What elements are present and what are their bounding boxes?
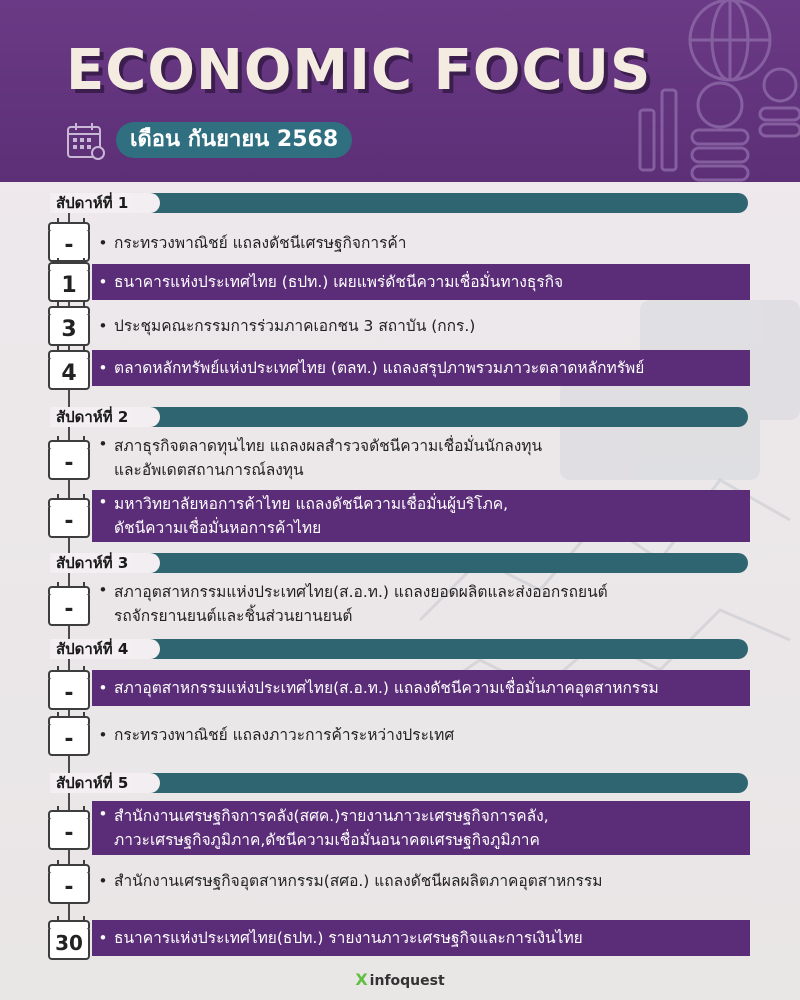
day-calendar: -: [48, 676, 90, 710]
event-text: สำนักงานเศรษฐกิจอุตสาหกรรม(สศอ.) แถลงดัชนีผลผลิตภาคอุตสาหกรรม: [114, 872, 603, 890]
week-label: สัปดาห์ที่ 2: [54, 407, 134, 427]
day-calendar: 30: [48, 926, 90, 960]
week-label: สัปดาห์ที่ 4: [54, 639, 134, 659]
calendar-icon: [66, 121, 106, 161]
event-text: ธนาคารแห่งประเทศไทย (ธปท.) เผยแพร่ดัชนีความเชื่อมั่นทางธุรกิจ: [114, 273, 564, 291]
event-row: • สภาอุตสาหกรรมแห่งประเทศไทย(ส.อ.ท.) แถลงดัชนีความเชื่อมั่นภาคอุตสาหกรรม: [92, 670, 750, 706]
page-title: ECONOMIC FOCUS: [66, 38, 652, 103]
header-banner: [0, 0, 800, 182]
day-calendar: 1: [48, 268, 90, 302]
day-calendar: -: [48, 816, 90, 850]
day-calendar: -: [48, 228, 90, 262]
event-text-line2: ภาวะเศรษฐกิจภูมิภาค,ดัชนีความเชื่อมั่นอนาคตเศรษฐกิจภูมิภาค: [114, 831, 540, 849]
brand-name: infoquest: [369, 973, 445, 989]
event-text: สภาธุรกิจตลาดทุนไทย แถลงผลสำรวจดัชนีความเชื่อมั่นนักลงทุน: [114, 437, 543, 455]
event-row: • ประชุมคณะกรรมการร่วมภาคเอกชน 3 สถาบัน (กกร.): [92, 310, 750, 342]
event-row: • กระทรวงพาณิชย์ แถลงภาวะการค้าระหว่างประเทศ: [92, 720, 750, 750]
event-text-line2: รถจักรยานยนต์และชิ้นส่วนยานยนต์: [114, 607, 353, 625]
event-text: ตลาดหลักทรัพย์แห่งประเทศไทย (ตลท.) แถลงสรุปภาพรวมภาวะตลาดหลักทรัพย์: [114, 359, 645, 377]
week-header-5: [50, 773, 748, 793]
event-row: • สภาธุรกิจตลาดทุนไทย แถลงผลสำรวจดัชนีความเชื่อมั่นนักลงทุน และอัพเดตสถานการณ์ลงทุน: [92, 433, 750, 483]
event-text: สภาอุตสาหกรรมแห่งประเทศไทย(ส.อ.ท.) แถลงดัชนีความเชื่อมั่นภาคอุตสาหกรรม: [114, 679, 659, 697]
day-calendar: 4: [48, 356, 90, 390]
event-text: กระทรวงพาณิชย์ แถลงภาวะการค้าระหว่างประเทศ: [114, 726, 455, 744]
week-label: สัปดาห์ที่ 1: [54, 193, 134, 213]
event-row: • กระทรวงพาณิชย์ แถลงดัชนีเศรษฐกิจการค้า: [92, 228, 750, 258]
footer-brand: [0, 970, 800, 989]
day-calendar: 3: [48, 312, 90, 346]
day-calendar: -: [48, 446, 90, 480]
event-row: • ธนาคารแห่งประเทศไทย (ธปท.) เผยแพร่ดัชนีความเชื่อมั่นทางธุรกิจ: [92, 264, 750, 300]
event-text: ประชุมคณะกรรมการร่วมภาคเอกชน 3 สถาบัน (กกร.): [114, 317, 476, 335]
event-row: • สำนักงานเศรษฐกิจการคลัง(สศค.)รายงานภาวะเศรษฐกิจการคลัง, ภาวะเศรษฐกิจภูมิภาค,ดัชนีความเชื่อมั่นอนาคตเศรษฐกิจภูมิภาค: [92, 801, 750, 855]
event-text-line2: และอัพเดตสถานการณ์ลงทุน: [114, 461, 304, 479]
event-text: มหาวิทยาลัยหอการค้าไทย แถลงดัชนีความเชื่อมั่นผู้บริโภค,: [114, 495, 509, 513]
day-calendar: -: [48, 870, 90, 904]
event-text: สำนักงานเศรษฐกิจการคลัง(สศค.)รายงานภาวะเศรษฐกิจการคลัง,: [114, 807, 549, 825]
month-badge: เดือน กันยายน 2568: [116, 122, 352, 158]
event-row: • ธนาคารแห่งประเทศไทย(ธปท.) รายงานภาวะเศรษฐกิจและการเงินไทย: [92, 920, 750, 956]
event-row: • สำนักงานเศรษฐกิจอุตสาหกรรม(สศอ.) แถลงดัชนีผลผลิตภาคอุตสาหกรรม: [92, 866, 750, 896]
week-header-4: [50, 639, 748, 659]
event-text: กระทรวงพาณิชย์ แถลงดัชนีเศรษฐกิจการค้า: [114, 234, 407, 252]
event-text: ธนาคารแห่งประเทศไทย(ธปท.) รายงานภาวะเศรษฐกิจและการเงินไทย: [114, 929, 583, 947]
week-label: สัปดาห์ที่ 3: [54, 553, 134, 573]
event-row: • สภาอุตสาหกรรมแห่งประเทศไทย(ส.อ.ท.) แถลงยอดผลิตและส่งออกรถยนต์ รถจักรยานยนต์และชิ้นส่วนยานยนต์: [92, 579, 750, 629]
event-text: สภาอุตสาหกรรมแห่งประเทศไทย(ส.อ.ท.) แถลงยอดผลิตและส่งออกรถยนต์: [114, 583, 608, 601]
infoquest-logo-icon: X: [355, 970, 368, 989]
day-calendar: -: [48, 504, 90, 538]
week-label: สัปดาห์ที่ 5: [54, 773, 134, 793]
week-header-2: [50, 407, 748, 427]
event-row: • ตลาดหลักทรัพย์แห่งประเทศไทย (ตลท.) แถลงสรุปภาพรวมภาวะตลาดหลักทรัพย์: [92, 350, 750, 386]
event-text-line2: ดัชนีความเชื่อมั่นหอการค้าไทย: [114, 519, 322, 537]
day-calendar: -: [48, 722, 90, 756]
week-header-3: [50, 553, 748, 573]
week-header-1: [50, 193, 748, 213]
event-row: • มหาวิทยาลัยหอการค้าไทย แถลงดัชนีความเชื่อมั่นผู้บริโภค, ดัชนีความเชื่อมั่นหอการค้าไทย: [92, 490, 750, 542]
day-calendar: -: [48, 592, 90, 626]
